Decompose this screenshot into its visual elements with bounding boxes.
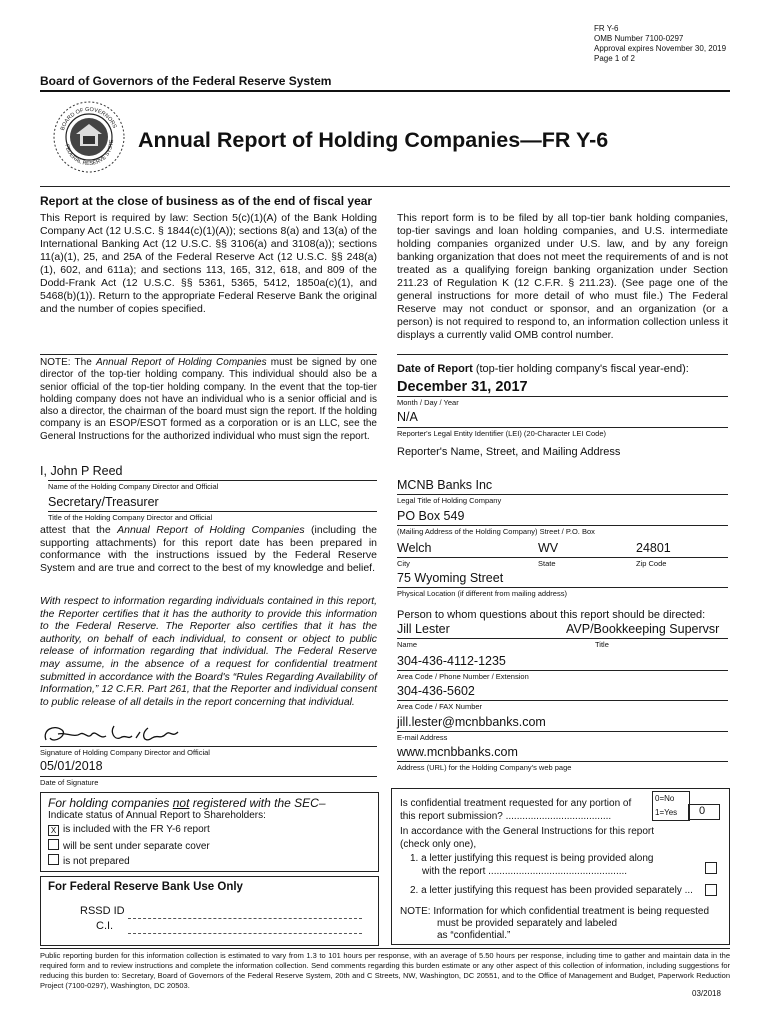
contact-heading: Person to whom questions about this report should be directed: (397, 609, 706, 621)
contact-email[interactable]: jill.lester@mcnbbanks.com (397, 715, 546, 729)
page-title: Annual Report of Holding Companies—FR Y-6 (138, 128, 609, 152)
rule (397, 731, 728, 732)
intro-right: This report form is to be filed by all top-tier bank holding companies, top-tier savings and loan holding companies, and U.S. intermediate holding companies organized under U.S. law, and by any foreign banking organization that does not meet the requirements of and is not treated as a qualifying foreign banking organization under Section 211.23 of Regulation K (12 C.F.R. § 211.23). (See page one of the general instructions for more detail of who must file.) The Federal Reserve may not conduct or sponsor, and an organization (or a person) is not required to respond to, an information collection unless it displays a currently valid OMB control number. (397, 212, 728, 341)
company-city[interactable]: Welch (397, 541, 432, 555)
federal-reserve-seal (52, 100, 126, 174)
lei-label: Reporter's Legal Entity Identifier (LEI) (20-Character LEI Code) (397, 429, 607, 438)
key-no: 0=No (655, 794, 675, 803)
rssd-field[interactable] (128, 918, 362, 919)
contact-title-label: Title (595, 640, 609, 649)
signature-date[interactable]: 05/01/2018 (40, 759, 103, 773)
rule (40, 90, 730, 92)
company-website[interactable]: www.mcnbbanks.com (397, 745, 518, 759)
contact-fax[interactable]: 304-436-5602 (397, 684, 475, 698)
checkbox-checked-icon[interactable]: X (48, 825, 59, 836)
company-zip[interactable]: 24801 (636, 541, 671, 555)
rule (397, 670, 728, 671)
sec-box-subheading: Indicate status of Annual Report to Shareholders: (48, 810, 266, 821)
ci-label: C.I. (96, 920, 114, 932)
confidential-instructions: In accordance with the General Instructions for this report (check only one), (400, 826, 655, 850)
revision-date: 03/2018 (692, 989, 721, 998)
form-meta (594, 24, 726, 64)
seal-text-top: BOARD OF GOVERNORS (59, 106, 118, 132)
ci-field[interactable] (128, 933, 362, 934)
rule (397, 557, 728, 558)
key-yes: 1=Yes (655, 808, 678, 817)
website-label: Address (URL) for the Holding Company's web page (397, 763, 572, 772)
rule (397, 354, 728, 355)
confidential-item-2: 2. a letter justifying this request has been provided separately ... (410, 885, 693, 896)
rule (40, 354, 377, 355)
physical-location-label: Physical Location (if different from mailing address) (397, 589, 567, 598)
contact-email-label: E-mail Address (397, 733, 448, 742)
rule (40, 948, 730, 949)
checkbox-icon[interactable] (48, 854, 59, 865)
sec-option-separate[interactable]: will be sent under separate cover (48, 839, 210, 852)
report-date-value[interactable]: December 31, 2017 (397, 379, 528, 395)
rule (397, 494, 728, 495)
item-1-checkbox[interactable] (705, 862, 717, 874)
report-date-heading: Date of Report (top-tier holding company's fiscal year-end): (397, 363, 689, 375)
frb-box-heading: For Federal Reserve Bank Use Only (48, 881, 243, 893)
rule (397, 525, 728, 526)
seal-text-bottom: FEDERAL RESERVE SYSTE (63, 139, 116, 168)
agency-name: Board of Governors of the Federal Reserve System (40, 74, 332, 88)
attest-paragraph: attest that the Annual Report of Holding Companies (including the supporting attachments) for this report date has been prepared in conformance with the instructions issued by the Federal Reserve System and are true and correct to the best of my knowledge and belief. (40, 524, 378, 574)
address-heading: Reporter's Name, Street, and Mailing Address (397, 446, 621, 458)
contact-phone[interactable]: 304-436-4112-1235 (397, 654, 506, 668)
rule (397, 427, 728, 428)
rule (397, 761, 728, 762)
signature-label: Signature of Holding Company Director and Official (40, 748, 210, 757)
certify-paragraph: With respect to information regarding individuals contained in this report, the Reporter certifies that it has the authority to provide this information to the Federal Reserve. The Reporter also certifies that it has the authority, on behalf of each individual, to consent or object to public release of information regarding that individual. The Federal Reserve may assume, in the absence of a request for confidential treatment submitted in accordance with the Board's “Rules Regarding Availability of Information,” 12 C.F.R. Part 261, that the Reporter and individual consent to public release of all details in the report concerning that individual. (40, 596, 377, 708)
rule (397, 396, 728, 397)
signature-date-label: Date of Signature (40, 778, 99, 787)
form-id: FR Y-6 (594, 24, 619, 33)
section-heading: Report at the close of business as of the end of fiscal year (40, 194, 373, 208)
rule (40, 746, 377, 747)
contact-name[interactable]: Jill Lester (397, 622, 450, 636)
rule (40, 776, 377, 777)
company-po-label: (Mailing Address of the Holding Company) Street / P.O. Box (397, 527, 595, 536)
rssd-label: RSSD ID (80, 905, 125, 917)
company-po-box[interactable]: PO Box 549 (397, 509, 465, 523)
rule (397, 638, 728, 639)
sec-option-not-prepared[interactable]: is not prepared (48, 854, 130, 867)
signer-title-label: Title of the Holding Company Director and Official (48, 513, 213, 522)
signer-name-label: Name of the Holding Company Director and Official (48, 482, 219, 491)
company-physical-location[interactable]: 75 Wyoming Street (397, 571, 504, 585)
confidential-item-1: 1. a letter justifying this request is being provided along with the report .................................................. (410, 853, 654, 877)
signer-note: NOTE: The Annual Report of Holding Companies must be signed by one director of the top-tier holding company. This individual should also be a senior official of the top-tier holding company. In the event that the top-tier holding company does not have an individual who is a senior official and is also a director, the chairman of the board must sign the report. If the holding company is an ESOP/ESOT formed as a corporation or is an LLC, see the General Instructions for the authorized individual who must sign the report. (40, 357, 377, 442)
contact-fax-label: Area Code / FAX Number (397, 702, 483, 711)
page-number: Page 1 of 2 (594, 54, 635, 63)
contact-phone-label: Area Code / Phone Number / Extension (397, 672, 529, 681)
company-name-label: Legal Title of Holding Company (397, 496, 502, 505)
sec-box-heading: For holding companies not registered with the SEC– (48, 796, 326, 810)
item-2-checkbox[interactable] (705, 884, 717, 896)
contact-name-label: Name (397, 640, 418, 649)
zip-label: Zip Code (636, 559, 667, 568)
signature-image (40, 722, 190, 748)
omb-number: OMB Number 7100-0297 (594, 34, 684, 43)
sec-option-included[interactable]: X is included with the FR Y-6 report (48, 824, 210, 836)
rule (48, 511, 377, 512)
city-label: City (397, 559, 410, 568)
approval-expiry: Approval expires November 30, 2019 (594, 44, 727, 53)
signer-title[interactable]: Secretary/Treasurer (48, 495, 159, 509)
contact-title[interactable]: AVP/Bookkeeping Supervsr (566, 622, 720, 636)
state-label: State (538, 559, 556, 568)
signer-name[interactable]: John P Reed (50, 464, 123, 478)
burden-statement: Public reporting burden for this information collection is estimated to vary from 1.3 to 101 hours per response, with an average of 5.50 hours per response, including time to gather and maintain data in the required form and to review instructions and complete the information collection. Send comments regarding this burden estimate or any other aspect of this collection of information, including suggestions for reducing this burden to: Secretary, Board of Governors of the Federal Reserve System, 20th and C Streets, NW, Washington, DC 20551, and to the Office of Management and Budget, Paperwork Reduction Project (7100-0297), Washington, DC 20503. (40, 951, 730, 990)
rule (40, 186, 730, 187)
confidential-question: Is confidential treatment requested for any portion of this report submission? ...................................... (400, 798, 632, 822)
rule (48, 480, 377, 481)
intro-left: This Report is required by law: Section 5(c)(1)(A) of the Bank Holding Company Act (12 U.S.C. § 1844(c)(1)(A)); sections 8(a) and 13(a) of the International Banking Act (12 U.S.C. §§ 3106(a) and 3108(a)); sections 11(a)(1), 25, and 25A of the Federal Reserve Act (12 U.S.C. §§ 248(a)(1), 602, and 611a); and sections 113, 165, 312, 618, and 809 of the Dodd-Frank Act (12 U.S.C. §§ 5361, 5365, 5412, 1850a(c)(1), and 5468(b)(1)). Return to the appropriate Federal Reserve Bank the original and the number of copies specified. (40, 212, 377, 315)
confidential-answer: 0 (699, 805, 706, 817)
signer-line: I, John P Reed (40, 464, 123, 478)
company-state[interactable]: WV (538, 541, 559, 555)
rule (397, 587, 728, 588)
company-name[interactable]: MCNB Banks Inc (397, 478, 493, 492)
lei-value[interactable]: N/A (397, 410, 418, 424)
checkbox-icon[interactable] (48, 839, 59, 850)
rule (397, 700, 728, 701)
report-date-label: Month / Day / Year (397, 398, 459, 407)
confidential-note: NOTE: Information for which confidential treatment is being requested must be provided separately and labeled as “confidential.” (400, 906, 710, 941)
